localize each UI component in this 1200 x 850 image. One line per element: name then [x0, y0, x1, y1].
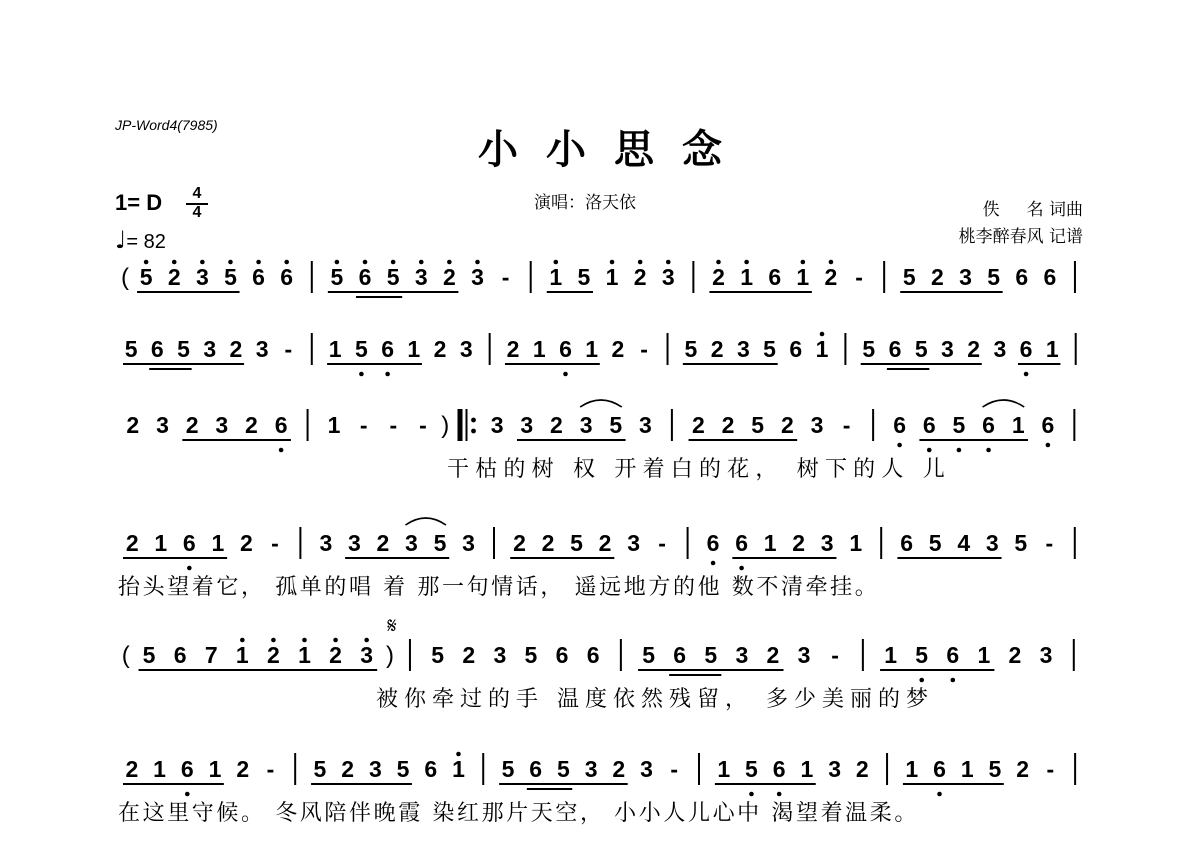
- jianpu-note: 3: [820, 530, 834, 556]
- jianpu-note: 3: [156, 412, 169, 438]
- jianpu-note: 2: [824, 264, 838, 290]
- low-octave-dot: [279, 448, 284, 453]
- sustain-dash: -: [359, 412, 368, 438]
- jianpu-note: 6: [933, 756, 946, 782]
- sustain-dash: -: [842, 412, 851, 438]
- jianpu-note: 2: [167, 264, 181, 290]
- jianpu-note: 1: [452, 756, 465, 782]
- jianpu-note: 6: [789, 336, 803, 362]
- jianpu-note: 3: [490, 412, 504, 438]
- high-octave-dot: [475, 260, 480, 265]
- open-parenthesis: (: [121, 642, 130, 669]
- jianpu-note: 5: [763, 336, 776, 362]
- jianpu-note: 2: [930, 264, 944, 290]
- jianpu-note: 7: [204, 642, 218, 668]
- jianpu-note: 5: [609, 412, 623, 438]
- lyrics-line: 被你牵过的手 温度依然残留， 多少美丽的梦: [376, 687, 934, 712]
- jianpu-note: 5: [745, 756, 758, 782]
- low-octave-dot: [919, 678, 924, 683]
- high-octave-dot: [456, 752, 461, 757]
- jianpu-note: 2: [712, 264, 725, 290]
- jianpu-note: 6: [706, 530, 720, 556]
- high-octave-dot: [801, 260, 806, 265]
- jianpu-note: 2: [236, 756, 250, 782]
- jianpu-note: 3: [462, 530, 475, 556]
- jianpu-note: 2: [239, 530, 253, 556]
- jianpu-note: 1: [208, 756, 222, 782]
- high-octave-dot: [228, 260, 233, 265]
- high-octave-dot: [335, 260, 340, 265]
- high-octave-dot: [333, 638, 338, 643]
- jianpu-note: 5: [915, 642, 929, 668]
- jianpu-note: 5: [928, 530, 942, 556]
- jianpu-note: 1: [763, 530, 777, 556]
- jianpu-note: 5: [313, 756, 327, 782]
- jianpu-note: 3: [797, 642, 811, 668]
- jianpu-note: 2: [855, 756, 869, 782]
- jianpu-note: 3: [255, 336, 269, 362]
- jianpu-note: 3: [993, 336, 1007, 362]
- lyrics-line: 在这里守候。 冬风陪伴晚霞 染红那片天空， 小小人儿心中 渴望着温柔。: [118, 801, 919, 826]
- jianpu-note: 2: [1016, 756, 1030, 782]
- jianpu-note: 2: [721, 412, 735, 438]
- jianpu-note: 6: [772, 756, 786, 782]
- high-octave-dot: [554, 260, 559, 265]
- jianpu-note: 1: [153, 756, 166, 782]
- high-octave-dot: [391, 260, 396, 265]
- jianpu-note: 6: [946, 642, 960, 668]
- jianpu-note: 2: [433, 336, 447, 362]
- jianpu-note: 3: [360, 642, 374, 668]
- low-octave-dot: [1046, 443, 1051, 448]
- jianpu-note: 6: [555, 642, 569, 668]
- low-octave-dot: [950, 678, 955, 683]
- low-octave-dot: [359, 372, 364, 377]
- jianpu-note: 2: [126, 412, 140, 438]
- lyrics-line: 抬头望着它， 孤单的唱 着 那一句情话， 遥远地方的他 数不清牵挂。: [118, 575, 880, 600]
- jianpu-note: 6: [888, 336, 902, 362]
- jianpu-note: 5: [177, 336, 190, 362]
- jianpu-note: 3: [639, 412, 652, 438]
- jianpu-note: 3: [493, 642, 507, 668]
- sustain-dash: -: [640, 336, 648, 362]
- jianpu-note: 1: [740, 264, 753, 290]
- jianpu-note: 6: [900, 530, 914, 556]
- jianpu-note: 5: [386, 264, 400, 290]
- slur-arc: [983, 400, 1025, 407]
- jianpu-note: 3: [405, 530, 418, 556]
- jianpu-note: 6: [381, 336, 395, 362]
- high-octave-dot: [364, 638, 369, 643]
- jianpu-note: 5: [902, 264, 916, 290]
- low-octave-dot: [777, 792, 782, 797]
- low-octave-dot: [986, 448, 991, 453]
- jianpu-note: 6: [252, 264, 265, 290]
- jianpu-note: 6: [1015, 264, 1029, 290]
- jianpu-note: 1: [905, 756, 919, 782]
- jianpu-note: 5: [431, 642, 445, 668]
- jianpu-note: 6: [735, 530, 748, 556]
- jianpu-note: 5: [124, 336, 138, 362]
- jianpu-note: 3: [579, 412, 593, 438]
- jianpu-note: 2: [1008, 642, 1022, 668]
- sustain-dash: -: [266, 756, 275, 782]
- jianpu-note: 3: [195, 264, 209, 290]
- jianpu-note: 1: [605, 264, 619, 290]
- jianpu-note: 3: [661, 264, 675, 290]
- jianpu-note: 6: [893, 412, 907, 438]
- low-octave-dot: [739, 566, 744, 571]
- sustain-dash: -: [271, 530, 279, 556]
- tempo-value: = 82: [126, 231, 166, 253]
- jianpu-note: 3: [471, 264, 484, 290]
- jianpu-note: 3: [414, 264, 428, 290]
- jianpu-note: 6: [180, 756, 194, 782]
- jianpu-note: 6: [150, 336, 164, 362]
- high-octave-dot: [829, 260, 834, 265]
- sustain-dash: -: [831, 642, 839, 668]
- jianpu-note: 2: [125, 530, 139, 556]
- high-octave-dot: [363, 260, 368, 265]
- software-watermark: JP-Word4(7985): [115, 117, 218, 133]
- jianpu-note: 5: [501, 756, 515, 782]
- repeat-dot: [471, 418, 476, 423]
- high-octave-dot: [172, 260, 177, 265]
- jianpu-note: 1: [154, 530, 168, 556]
- jianpu-note: 3: [640, 756, 653, 782]
- high-octave-dot: [302, 638, 307, 643]
- jianpu-note: 6: [1043, 264, 1057, 290]
- jianpu-note: 3: [736, 336, 750, 362]
- sustain-dash: -: [501, 264, 510, 290]
- slur-arc: [580, 400, 622, 407]
- low-octave-dot: [897, 443, 902, 448]
- open-parenthesis: (: [121, 264, 130, 291]
- high-octave-dot: [716, 260, 721, 265]
- slur-arc: [405, 518, 446, 525]
- jianpu-note: 3: [203, 336, 217, 362]
- jianpu-note: 1: [960, 756, 974, 782]
- jianpu-note: 6: [529, 756, 543, 782]
- jianpu-note: 3: [941, 336, 954, 362]
- sustain-dash: -: [419, 412, 427, 438]
- transcriber-credit: 桃李醉春风 记谱: [958, 227, 1083, 247]
- high-octave-dot: [284, 260, 289, 265]
- jianpu-note: 5: [751, 412, 765, 438]
- jianpu-note: 5: [355, 336, 368, 362]
- jianpu-note: 2: [125, 756, 139, 782]
- high-octave-dot: [144, 260, 149, 265]
- high-octave-dot: [256, 260, 261, 265]
- repeat-start-thick-bar: [457, 409, 462, 441]
- jianpu-note: 2: [710, 336, 724, 362]
- jianpu-note: 5: [142, 642, 156, 668]
- jianpu-note: 6: [173, 642, 187, 668]
- jianpu-note: 2: [341, 756, 355, 782]
- jianpu-note: 2: [766, 642, 780, 668]
- jianpu-note: 1: [717, 756, 731, 782]
- high-octave-dot: [271, 638, 276, 643]
- jianpu-note: 1: [298, 642, 311, 668]
- sustain-dash: -: [1045, 530, 1054, 556]
- high-octave-dot: [610, 260, 615, 265]
- jianpu-note: 1: [800, 756, 814, 782]
- jianpu-note: 6: [768, 264, 782, 290]
- low-octave-dot: [749, 792, 754, 797]
- sustain-dash: -: [658, 530, 666, 556]
- sustain-dash: -: [389, 412, 398, 438]
- jianpu-note: 3: [215, 412, 229, 438]
- jianpu-note: 2: [329, 642, 342, 668]
- jianpu-note: 5: [1014, 530, 1028, 556]
- jianpu-note: 5: [987, 264, 1001, 290]
- jianpu-note: 1: [815, 336, 829, 362]
- jianpu-note: 2: [691, 412, 705, 438]
- jianpu-note: 3: [368, 756, 382, 782]
- jianpu-note: 5: [224, 264, 237, 290]
- jianpu-note: 2: [967, 336, 981, 362]
- jianpu-note: 2: [376, 530, 390, 556]
- low-octave-dot: [187, 566, 192, 571]
- high-octave-dot: [666, 260, 671, 265]
- low-octave-dot: [563, 372, 568, 377]
- jianpu-note: 5: [952, 412, 966, 438]
- jianpu-note: 1: [549, 264, 563, 290]
- high-octave-dot: [419, 260, 424, 265]
- jianpu-note: 6: [1041, 412, 1055, 438]
- jianpu-note: 2: [185, 412, 199, 438]
- song-title: 小小思念: [478, 126, 750, 173]
- jianpu-note: 4: [957, 530, 971, 556]
- jianpu-note: 3: [985, 530, 999, 556]
- jianpu-note: 2: [506, 336, 520, 362]
- jianpu-note: 5: [684, 336, 698, 362]
- jianpu-note: 1: [796, 264, 810, 290]
- jianpu-note: 6: [1019, 336, 1033, 362]
- jianpu-note: 2: [245, 412, 258, 438]
- time-signature-bottom: 4: [192, 204, 202, 221]
- high-octave-dot: [820, 332, 825, 337]
- jianpu-note: 2: [267, 642, 280, 668]
- jianpu-note: 5: [330, 264, 344, 290]
- jianpu-note: 6: [182, 530, 196, 556]
- sustain-dash: -: [670, 756, 679, 782]
- jianpu-note: 6: [559, 336, 572, 362]
- jianpu-note: 6: [982, 412, 995, 438]
- jianpu-note: 5: [524, 642, 538, 668]
- repeat-dot: [471, 429, 476, 434]
- low-octave-dot: [957, 448, 962, 453]
- jianpu-note: 3: [828, 756, 841, 782]
- jianpu-note: 1: [532, 336, 546, 362]
- jianpu-note: 1: [328, 336, 342, 362]
- jianpu-note: 3: [459, 336, 473, 362]
- jianpu-note: 5: [139, 264, 153, 290]
- low-octave-dot: [711, 561, 716, 566]
- jianpu-note: 6: [358, 264, 372, 290]
- jianpu-note: 5: [570, 530, 583, 556]
- high-octave-dot: [638, 260, 643, 265]
- jianpu-note: 2: [229, 336, 243, 362]
- jianpu-note: 3: [810, 412, 824, 438]
- jianpu-note: 2: [550, 412, 563, 438]
- jianpu-note: 2: [513, 530, 526, 556]
- jianpu-note: 2: [633, 264, 647, 290]
- jianpu-note: 6: [424, 756, 438, 782]
- key-signature: 1= D: [115, 190, 163, 215]
- jianpu-note: 1: [327, 412, 341, 438]
- jianpu-note: 6: [673, 642, 687, 668]
- low-octave-dot: [1024, 372, 1029, 377]
- close-parenthesis: ): [441, 412, 450, 439]
- time-signature-top: 4: [186, 186, 208, 205]
- jianpu-note: 1: [407, 336, 421, 362]
- close-parenthesis: ): [385, 642, 394, 669]
- low-octave-dot: [185, 792, 190, 797]
- sustain-dash: -: [855, 264, 863, 290]
- lyrics-line: 干枯的树 权 开着白的花， 树下的人 儿: [447, 457, 951, 482]
- jianpu-note: 2: [442, 264, 456, 290]
- jianpu-note: 3: [584, 756, 598, 782]
- jianpu-note: 2: [612, 756, 626, 782]
- jianpu-note: 1: [1045, 336, 1059, 362]
- jianpu-note: 3: [1039, 642, 1053, 668]
- jianpu-note: 5: [577, 264, 591, 290]
- jianpu-note: 5: [433, 530, 447, 556]
- jianpu-note: 1: [1011, 412, 1025, 438]
- segno-sign: 𝄋: [387, 614, 397, 639]
- jianpu-note: 6: [274, 412, 288, 438]
- jianpu-note: 5: [642, 642, 656, 668]
- jianpu-note: 1: [977, 642, 991, 668]
- jianpu-note: 6: [922, 412, 936, 438]
- jianpu-note: 3: [959, 264, 972, 290]
- jianpu-note: 3: [627, 530, 640, 556]
- singer-credit: 演唱：洛天依: [534, 193, 636, 213]
- jianpu-note: 1: [235, 642, 249, 668]
- low-octave-dot: [937, 792, 942, 797]
- jianpu-note: 2: [611, 336, 625, 362]
- sustain-dash: -: [1046, 756, 1055, 782]
- high-octave-dot: [744, 260, 749, 265]
- jianpu-note: 2: [462, 642, 476, 668]
- high-octave-dot: [447, 260, 452, 265]
- jianpu-note: 6: [586, 642, 600, 668]
- jianpu-note: 5: [862, 336, 876, 362]
- jianpu-note: 5: [988, 756, 1002, 782]
- lyrics-composer-credit: 佚 名 词曲: [982, 200, 1083, 220]
- high-octave-dot: [200, 260, 205, 265]
- sustain-dash: -: [284, 336, 293, 362]
- jianpu-note: 5: [914, 336, 928, 362]
- jianpu-note: 5: [396, 756, 410, 782]
- quarter-note-icon: ♩: [115, 226, 127, 254]
- low-octave-dot: [385, 372, 390, 377]
- jianpu-note: 3: [347, 530, 361, 556]
- jianpu-note: 2: [780, 412, 794, 438]
- jianpu-note: 1: [884, 642, 898, 668]
- high-octave-dot: [240, 638, 245, 643]
- jianpu-note: 5: [557, 756, 570, 782]
- jianpu-note: 6: [280, 264, 294, 290]
- jianpu-note: 1: [585, 336, 599, 362]
- jianpu-note: 3: [520, 412, 534, 438]
- jianpu-note: 2: [598, 530, 612, 556]
- low-octave-dot: [927, 448, 932, 453]
- jianpu-note: 1: [211, 530, 225, 556]
- jianpu-note: 2: [792, 530, 806, 556]
- jianpu-note: 3: [735, 642, 749, 668]
- jianpu-note: 1: [849, 530, 863, 556]
- jianpu-note: 5: [704, 642, 718, 668]
- jianpu-note: 3: [319, 530, 333, 556]
- jianpu-note: 2: [541, 530, 555, 556]
